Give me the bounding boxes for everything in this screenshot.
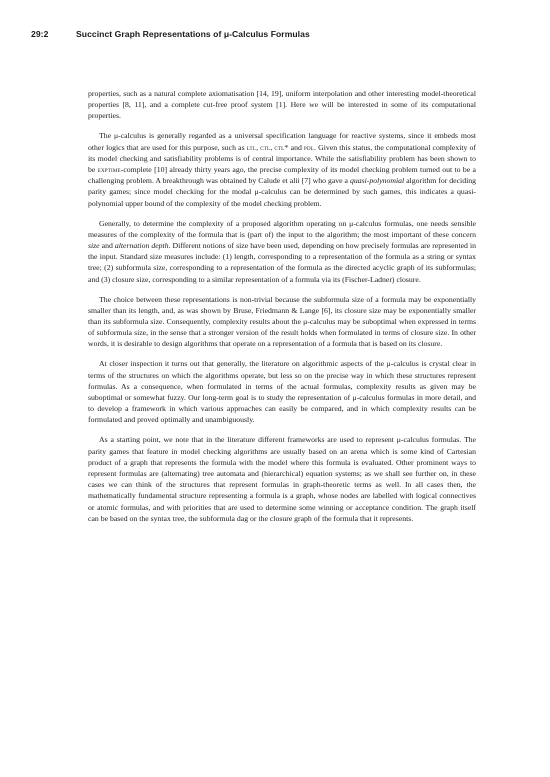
emphasis-size: size [88, 241, 100, 251]
running-header [31, 29, 521, 39]
text-run: and [288, 142, 304, 152]
text-run: Generally, to determine the complexity of a proposed algorithm operating on μ-calculus formulas, one needs sensible measures of the complexity of the formula that is (part of) the input to the algorithm; the most important of these concern [88, 218, 476, 239]
logic-ctl: ctl [260, 142, 271, 152]
paragraph-starting-point: As a starting point, we note that in the literature different frameworks are used to represent μ-calculus formulas. The parity games that feature in model checking algorithms are usually based on an arena which is some kind of Cartesian product of a graph that represents the formula with the model where this formula is evaluated. Other prominent ways to represent formulas are (alternating) tree automata and (hierarchical) equation systems; as we shall see further on, in these cases we can think of the structures that represent formulas in graph-theoretic terms as well. In all cases then, the mathematically fundamental structure representing a formula is a graph, whose nodes are labelled with logical connectives or atomic formulas, and with priorities that are used to determine some winning or acceptance condition. The graph itself can be based on the syntax tree, the subformula dag or the closure graph of the formula that it represents. [88, 435, 476, 523]
paragraph-mu-calculus-specification [88, 130, 476, 208]
body-text [88, 88, 476, 524]
text-run: . Different notions of size have been used, depending on how precisely formulas are represented in the input. Standard size measures include: (1) length, corresponding to a representation of the formula as a string or syntax tree; (2) subformula size, corresponding to a representation of the formula as the directed acyclic graph of its subformulas; and (3) closure size, corresponding to a similar representation of a formula via its (Fischer-Ladner) closure. [88, 241, 476, 284]
logic-ltl: ltl [246, 142, 257, 152]
paragraph-representation-choice: The choice between these representations is non-trivial because the subformula size of a formula may be exponentially smaller than its length, and, as was shown by Bruse, Friedmann & Lange [6], its closure size may be exponentially smaller than its subformula size. Consequently, complexity results about the μ-calculus may be suboptimal when expressed in terms of subformula size, in the sense that a stronger version of the result holds when formulated in terms of closure size. In other words, it is desirable to design algorithms that operate on a representation of a formula that is based on its closure. [88, 294, 476, 349]
text-run: , [270, 142, 275, 152]
paragraph-continuation: properties, such as a natural complete axiomatisation [14, 19], uniform interpolation and other interesting model-theoretical properties [8, 11], and a complete cut-free proof system [1]. Here we will be interested in some of its computational properties. [88, 89, 476, 121]
paragraph-closer-inspection: At closer inspection it turns out that generally, the literature on algorithmic aspects of the μ-calculus is crystal clear in terms of the structures on which the algorithms operate, but less so on the precise way in which these structures represent formulas. As a consequence, when formulated in terms of the actual formulas, complexity results as given may be suboptimal or somewhat fuzzy. Our long-term goal is to study the representation of μ-calculus formulas in more detail, and to develop a framework in which various approaches can easily be compared, and in which complexity results can be formulated and proved optimally and unambiguously. [88, 359, 476, 425]
logic-ctl-star: ctl* [274, 142, 289, 152]
text-run: . Given this status, the computational complexity of its model checking and satisfiability problems is of central importance. While the satisfiability problem has been shown to be [88, 142, 477, 175]
paragraph-size-measures [88, 218, 476, 285]
complexity-class-exptime: exptime [97, 165, 121, 175]
running-title: Succinct Graph Representations of μ-Calculus Formulas [76, 29, 310, 39]
emphasis-alternation-depth: alternation depth [114, 241, 169, 251]
logic-pdl: pdl [304, 142, 315, 152]
text-run: The μ-calculus is generally regarded as a universal specification language for reactive systems, since it embeds most other logics that are used for this purpose, such as [88, 131, 476, 152]
page-number: 29:2 [31, 29, 49, 39]
text-run: algorithm for deciding parity games; since model checking for the modal μ-calculus can be determined by such games, this indicates a quasi-polynomial upper bound of the complexity of the model checking problem. [88, 176, 476, 208]
text-run: -complete [10] already thirty years ago, the precise complexity of its model checking problem turned out to be a challenging problem. A breakthrough was obtained by Calude et alii [7] who gave a [88, 165, 476, 186]
text-run: and [99, 241, 115, 251]
emphasis-quasi-polynomial: quasi-polynomial [349, 176, 405, 186]
text-run: , [256, 142, 261, 152]
